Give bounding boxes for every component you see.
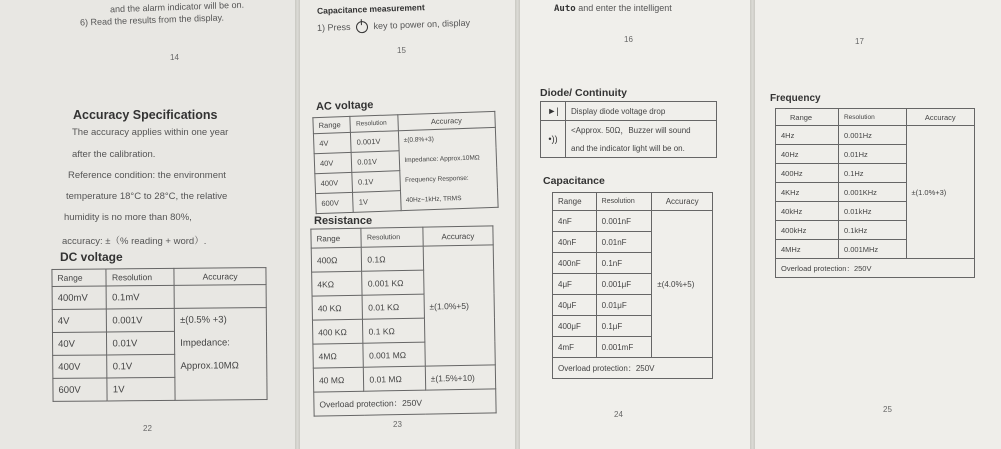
- table-row: [553, 274, 713, 295]
- table-row: [53, 377, 267, 402]
- cell-range: 40kHz: [776, 202, 839, 221]
- page-number-22: 22: [143, 424, 152, 433]
- cell-accuracy: [424, 317, 495, 342]
- table-row: [776, 240, 975, 259]
- cell-resolution: 0.01kHz: [838, 202, 906, 221]
- cell-accuracy: ±(1.0%+3): [906, 183, 974, 202]
- cell-range: 4KΩ: [312, 271, 363, 296]
- table-footer-row: [314, 389, 496, 416]
- page-number-24: 24: [614, 410, 623, 419]
- cell-resolution: 0.01 MΩ: [364, 366, 426, 391]
- dc-voltage-table: [51, 267, 267, 402]
- cell-accuracy: [652, 211, 713, 232]
- resistance-table: [310, 225, 496, 416]
- cell-resolution: 0.1Hz: [838, 164, 906, 183]
- power-icon: [356, 21, 368, 33]
- table-row: [52, 331, 266, 356]
- cell-range: 40V: [52, 332, 107, 355]
- cell-range: 400μF: [553, 316, 597, 337]
- table-row: [553, 211, 713, 232]
- cell-resolution: 0.001 KΩ: [362, 270, 424, 295]
- table-row: [553, 337, 713, 358]
- cell-accuracy: 40Hz~1kHz, TRMS: [400, 187, 498, 210]
- header-resolution: Resolution: [106, 268, 174, 286]
- cell-range: 4V: [52, 309, 107, 332]
- header-resolution: Resolution: [838, 109, 906, 126]
- cell-resolution: 0.001Hz: [838, 126, 906, 145]
- cell-resolution: 0.1V: [352, 171, 400, 193]
- cell-accuracy: [652, 232, 713, 253]
- table-row: [541, 121, 717, 140]
- cell-resolution: 0.001 MΩ: [363, 342, 425, 367]
- cell-resolution: 0.1nF: [596, 253, 652, 274]
- cell-accuracy: [906, 164, 974, 183]
- acc-text-3: Reference condition: the environment: [68, 170, 226, 181]
- cell-range: 4MΩ: [313, 343, 364, 368]
- cell-accuracy: Frequency Response:: [399, 167, 497, 190]
- cell-range: 40nF: [553, 232, 597, 253]
- cell-range: 400mV: [52, 286, 107, 309]
- table-row: [311, 245, 493, 272]
- cell-accuracy: Impedance: Approx.10MΩ: [399, 147, 497, 170]
- header-range: Range: [553, 193, 597, 211]
- cell-accuracy: [423, 245, 494, 270]
- press-power-line: [317, 17, 470, 34]
- header-range: Range: [311, 228, 362, 248]
- manual-page-24: [520, 0, 750, 449]
- manual-page-22: [0, 0, 295, 449]
- cell-range: 4μF: [553, 274, 597, 295]
- acc-text-2: after the calibration.: [72, 149, 156, 160]
- table-row: [776, 164, 975, 183]
- resistance-title: Resistance: [314, 215, 373, 227]
- continuity-description-1: <Approx. 50Ω，Buzzer will sound: [566, 121, 717, 140]
- cell-resolution: 0.1Ω: [362, 246, 424, 271]
- table-row: [312, 317, 494, 344]
- cell-resolution: 1V: [353, 191, 401, 213]
- cell-resolution: 0.001mF: [596, 337, 652, 358]
- cell-range: 40μF: [553, 295, 597, 316]
- page-number-16: 16: [624, 35, 633, 44]
- page-number-23: 23: [393, 420, 402, 429]
- diode-continuity-table: [540, 101, 717, 158]
- cell-range: 600V: [53, 378, 108, 401]
- cell-accuracy: [652, 337, 713, 358]
- cell-resolution: 0.01Hz: [838, 145, 906, 164]
- page-number-14: 14: [170, 53, 179, 62]
- table-row: [553, 253, 713, 274]
- cell-range: 400Hz: [776, 164, 839, 183]
- cell-accuracy: ±(4.0%+5): [652, 274, 713, 295]
- cell-resolution: 0.01V: [352, 151, 400, 173]
- cell-accuracy: [652, 295, 713, 316]
- cell-accuracy: [175, 377, 267, 401]
- table-row: [553, 232, 713, 253]
- cell-accuracy: ±(0.5% +3): [174, 308, 266, 332]
- cell-range: 40V: [314, 152, 352, 173]
- cell-range: 400V: [53, 355, 108, 378]
- cell-accuracy: Impedance:: [175, 331, 267, 355]
- cell-resolution: 0.001MHz: [838, 240, 906, 259]
- table-header-row: [52, 268, 266, 287]
- cell-accuracy: [906, 145, 974, 164]
- cell-accuracy: [425, 341, 496, 366]
- auto-intelligent-line: [554, 3, 672, 14]
- accuracy-specifications-title: Accuracy Specifications: [73, 108, 218, 122]
- cell-accuracy: [906, 221, 974, 240]
- table-footer-row: [776, 259, 975, 278]
- cell-resolution: 0.001KHz: [838, 183, 906, 202]
- header-accuracy: Accuracy: [423, 226, 494, 246]
- buzzer-icon: •)): [548, 134, 558, 144]
- manual-page-25: [755, 0, 1001, 449]
- diode-icon-cell: [541, 102, 566, 121]
- cell-range: 400V: [315, 172, 353, 193]
- diode-description: Display diode voltage drop: [566, 102, 717, 121]
- table-row: [52, 308, 266, 333]
- cell-range: 400nF: [553, 253, 597, 274]
- table-row: [313, 365, 495, 392]
- page-number-15: 15: [397, 46, 406, 55]
- header-accuracy: Accuracy: [174, 268, 266, 286]
- page-number-25: 25: [883, 405, 892, 414]
- ac-voltage-table: [312, 111, 498, 214]
- cell-resolution: 1V: [107, 377, 175, 401]
- cell-accuracy: [906, 202, 974, 221]
- acc-text-5: humidity is no more than 80%,: [64, 212, 192, 223]
- cell-resolution: 0.001V: [351, 131, 399, 153]
- header-range: Range: [776, 109, 839, 126]
- table-row: [776, 183, 975, 202]
- cell-range: 600V: [316, 192, 354, 213]
- header-range: Range: [52, 269, 107, 286]
- header-accuracy: Accuracy: [652, 193, 713, 211]
- cell-range: 4V: [313, 132, 351, 153]
- cell-range: 40Hz: [776, 145, 839, 164]
- table-row: [553, 316, 713, 337]
- cell-range: 4nF: [553, 211, 597, 232]
- cell-accuracy: ±(1.5%+10): [425, 365, 496, 390]
- acc-text-4: temperature 18°C to 28°C, the relative: [66, 191, 228, 202]
- table-row: [53, 354, 267, 379]
- cell-resolution: 0.1mV: [106, 285, 174, 309]
- table-footer-row: [553, 358, 713, 379]
- cell-accuracy: ±(0.8%+3): [398, 127, 496, 150]
- cell-accuracy: [906, 126, 974, 145]
- table-row: [312, 293, 494, 320]
- cell-resolution: 0.1 KΩ: [363, 318, 425, 343]
- press-label: 1) Press: [316, 21, 351, 34]
- continuity-description-2: and the indicator light will be on.: [566, 139, 717, 158]
- cell-resolution: 0.001μF: [596, 274, 652, 295]
- cell-range: 40 MΩ: [313, 367, 364, 392]
- cell-accuracy: [652, 316, 713, 337]
- diode-continuity-title: Diode/ Continuity: [540, 87, 627, 99]
- cell-resolution: 0.1V: [107, 354, 175, 378]
- table-row: [776, 221, 975, 240]
- table-header-row: [776, 109, 975, 126]
- acc-text-1: The accuracy applies within one year: [72, 127, 229, 138]
- cell-accuracy: ±(1.0%+5): [424, 293, 495, 318]
- power-on-label: key to power on, display: [373, 17, 471, 32]
- frequency-table: [775, 108, 975, 278]
- header-accuracy: Accuracy: [397, 111, 495, 130]
- manual-page-23: [300, 0, 516, 449]
- cell-range: 4mF: [553, 337, 597, 358]
- cell-accuracy: Approx.10MΩ: [175, 354, 267, 378]
- frequency-title: Frequency: [770, 93, 821, 104]
- cell-range: 4KHz: [776, 183, 839, 202]
- table-header-row: [553, 193, 713, 211]
- cell-accuracy: [423, 269, 494, 294]
- capacitance-title: Capacitance: [543, 175, 605, 187]
- table-row: [553, 295, 713, 316]
- header-accuracy: Accuracy: [906, 109, 974, 126]
- cell-resolution: 0.1kHz: [838, 221, 906, 240]
- cell-accuracy: [652, 253, 713, 274]
- table-row: [313, 341, 495, 368]
- cell-resolution: 0.01 KΩ: [362, 294, 424, 319]
- cell-range: 40 KΩ: [312, 295, 363, 320]
- header-resolution: Resolution: [596, 193, 652, 211]
- table-row: [776, 145, 975, 164]
- auto-line-text: and enter the intelligent: [578, 3, 672, 13]
- auto-logo: Auto: [554, 4, 576, 14]
- buzzer-icon-cell: [541, 121, 566, 158]
- cell-accuracy: [906, 240, 974, 259]
- cell-range: 400Ω: [311, 247, 362, 272]
- table-row: [52, 285, 266, 310]
- read-results-line: 6) Read the results from the display.: [79, 12, 225, 28]
- ac-voltage-title: AC voltage: [315, 99, 374, 113]
- table-row: [541, 102, 717, 121]
- cell-resolution: 0.01V: [107, 331, 175, 355]
- header-range: Range: [313, 116, 351, 133]
- table-row: [312, 269, 494, 296]
- table-row: [776, 202, 975, 221]
- overload-protection-note: Overload protection：250V: [553, 358, 713, 379]
- table-row: [541, 139, 717, 158]
- dc-voltage-title: DC voltage: [60, 250, 123, 264]
- acc-text-6: accuracy: ±（% reading + word）.: [62, 236, 207, 247]
- cell-resolution: 0.001nF: [596, 211, 652, 232]
- header-resolution: Resolution: [350, 115, 398, 133]
- overload-protection-note: Overload protection：250V: [776, 259, 975, 278]
- cell-resolution: 0.1μF: [596, 316, 652, 337]
- page-number-17: 17: [855, 37, 864, 46]
- diode-icon: ►|: [547, 106, 559, 116]
- alarm-line: and the alarm indicator will be on.: [109, 0, 245, 15]
- header-resolution: Resolution: [361, 227, 423, 247]
- cell-range: 4Hz: [776, 126, 839, 145]
- table-row: [776, 126, 975, 145]
- cell-range: 400 KΩ: [312, 319, 363, 344]
- capacitance-measurement-line: Capacitance measurement: [316, 2, 425, 16]
- cell-range: 4MHz: [776, 240, 839, 259]
- cell-accuracy: [174, 285, 266, 309]
- capacitance-table: [552, 192, 713, 379]
- cell-resolution: 0.01nF: [596, 232, 652, 253]
- cell-range: 400kHz: [776, 221, 839, 240]
- cell-resolution: 0.01μF: [596, 295, 652, 316]
- cell-resolution: 0.001V: [107, 308, 175, 332]
- overload-protection-note: Overload protection：250V: [314, 389, 496, 416]
